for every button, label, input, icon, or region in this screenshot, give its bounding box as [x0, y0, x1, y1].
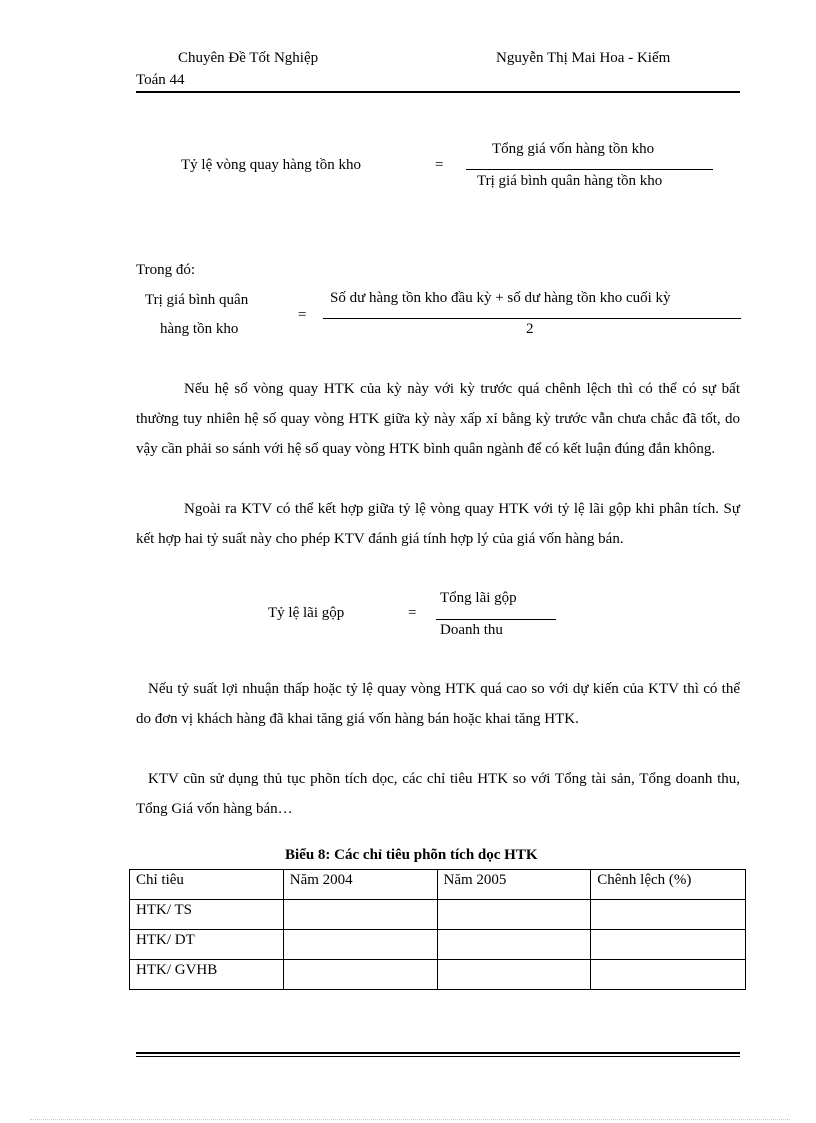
table-cell — [283, 930, 437, 960]
table-header-cell: Chênh lệch (%) — [591, 870, 746, 900]
header-line2: Toán 44 — [136, 72, 185, 88]
formula2-lhs-line1: Trị giá bình quân — [145, 292, 249, 308]
table-cell: HTK/ DT — [130, 930, 284, 960]
paragraph-2: Ngoài ra KTV có thể kết hợp giữa tỷ lệ vòng quay HTK với tỷ lệ lãi gộp khi phân tích. Sự kết hợp hai tỷ suất này cho phép KTV đánh giá tính hợp lý của giá vốn hàng bán. — [136, 501, 740, 547]
data-table — [129, 869, 746, 990]
footer-rule-top — [136, 1052, 740, 1054]
formula2-numerator: Số dư hàng tồn kho đầu kỳ + số dư hàng tồn kho cuối kỳ — [330, 290, 671, 306]
table-row — [130, 960, 746, 990]
table-cell — [591, 960, 746, 990]
formula1-denominator: Trị giá bình quân hàng tồn kho — [477, 173, 663, 189]
formula2-lhs-line2: hàng tồn kho — [160, 321, 239, 337]
table-cell: HTK/ GVHB — [130, 960, 284, 990]
table-cell: HTK/ TS — [130, 900, 284, 930]
table-header-cell: Năm 2005 — [437, 870, 591, 900]
formula2-eq: = — [298, 307, 307, 323]
formula1-numerator: Tổng giá vốn hàng tồn kho — [492, 141, 655, 157]
table-cell — [591, 900, 746, 930]
formula1-eq: = — [435, 157, 444, 173]
table-row — [130, 900, 746, 930]
table-cell — [283, 900, 437, 930]
table-caption: Biểu 8: Các chỉ tiêu phõn tích dọc HTK — [285, 847, 538, 863]
formula2-fraction-bar — [323, 318, 741, 319]
table-row — [130, 930, 746, 960]
table-header-row — [130, 870, 746, 900]
table-cell — [591, 930, 746, 960]
table-cell — [437, 960, 591, 990]
header-right: Nguyễn Thị Mai Hoa - Kiểm — [496, 50, 671, 66]
paragraph-1: Nếu hệ số vòng quay HTK của kỳ này với kỳ trước quá chênh lệch thì có thể có sự bất thường tuy nhiên hệ số quay vòng HTK giữa kỳ này xấp xỉ bằng kỳ trước vẫn chưa chắc đã tốt, do vậy cần phải so sánh với hệ số quay vòng HTK bình quân ngành để có kết luận đúng đắn không. — [136, 381, 740, 457]
where-label: Trong đó: — [136, 262, 196, 278]
formula1-fraction-bar — [466, 169, 713, 170]
table-cell — [283, 960, 437, 990]
page-edge — [30, 1119, 790, 1120]
formula3-denominator: Doanh thu — [440, 622, 503, 638]
paragraph-3: Nếu tỷ suất lợi nhuận thấp hoặc tỷ lệ quay vòng HTK quá cao so với dự kiến của KTV thì có thể do đơn vị khách hàng đã khai tăng giá vốn hàng bán hoặc khai tăng HTK. — [136, 681, 740, 727]
formula3-fraction-bar — [436, 619, 556, 620]
table-header-cell: Năm 2004 — [283, 870, 437, 900]
paragraph-4: KTV cũn sử dụng thủ tục phõn tích dọc, các chỉ tiêu HTK so với Tổng tài sản, Tổng doanh thu, Tổng Giá vốn hàng bán… — [136, 771, 740, 817]
table-header-cell: Chỉ tiêu — [130, 870, 284, 900]
formula1-lhs: Tỷ lệ vòng quay hàng tồn kho — [181, 157, 361, 173]
formula3-lhs: Tỷ lệ lãi gộp — [268, 605, 345, 621]
header-left: Chuyên Đề Tốt Nghiệp — [178, 50, 319, 66]
footer-rule-bottom — [136, 1056, 740, 1057]
header-rule — [136, 91, 740, 93]
formula3-eq: = — [408, 605, 417, 621]
formula2-denominator: 2 — [526, 321, 534, 337]
formula3-numerator: Tổng lãi gộp — [440, 590, 517, 606]
table-cell — [437, 930, 591, 960]
table-cell — [437, 900, 591, 930]
